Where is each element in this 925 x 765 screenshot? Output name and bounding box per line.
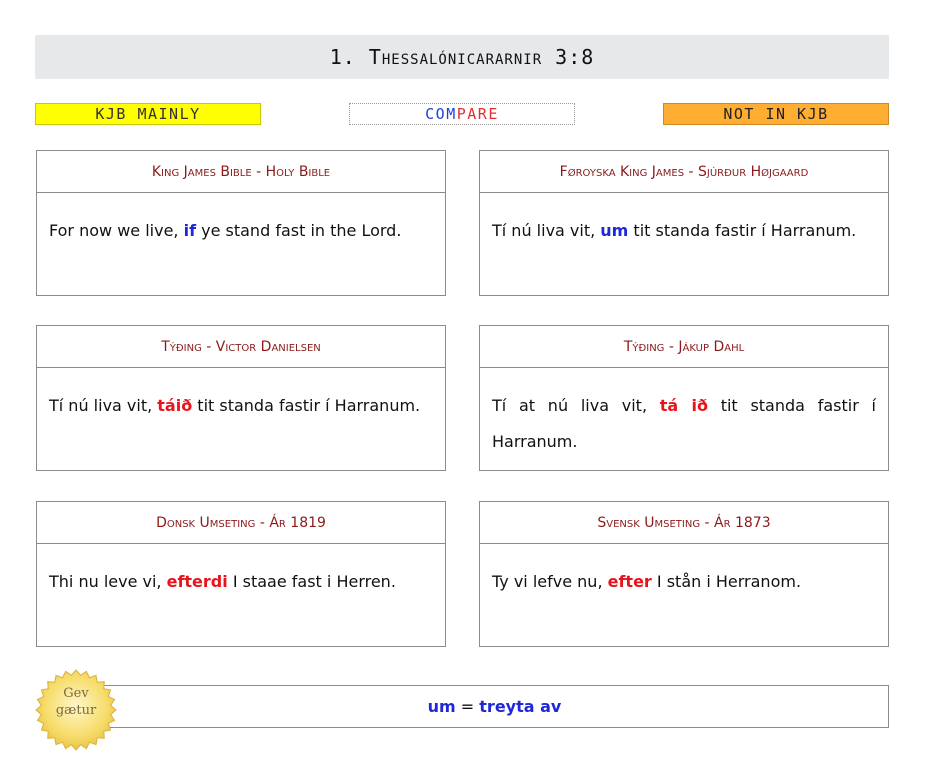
- verse-text: tit standa fastir í Harranum.: [628, 221, 857, 240]
- card-verse: [37, 368, 445, 424]
- verse-text: Tí nú liva vit,: [49, 396, 158, 415]
- verse-highlight: if: [183, 221, 197, 240]
- verse-text: Thi nu leve vi,: [49, 572, 167, 591]
- translation-card-foroyska-kjb: [479, 150, 889, 296]
- verse-text: ye stand fast in the Lord.: [196, 221, 402, 240]
- verse-highlight: efterdi: [166, 572, 228, 591]
- card-heading: Týðing - Victor Danielsen: [37, 326, 445, 368]
- verse-text: tit standa fastir í Harranum.: [492, 396, 876, 451]
- seal-text: [34, 685, 118, 719]
- legend-kjb-mainly: KJB MAINLY: [35, 103, 261, 125]
- card-verse: [37, 193, 445, 249]
- verse-highlight: tá ið: [659, 396, 708, 415]
- verse-text: Ty vi lefve nu,: [492, 572, 608, 591]
- translation-card-danielsen: [36, 325, 446, 471]
- legend-compare: [349, 103, 575, 125]
- verse-text: Tí nú liva vit,: [492, 221, 601, 240]
- card-heading: Donsk Umseting - Ár 1819: [37, 502, 445, 544]
- translation-card-dahl: [479, 325, 889, 471]
- gloss-box: [100, 685, 889, 728]
- verse-highlight: um: [600, 221, 629, 240]
- verse-highlight: efter: [607, 572, 652, 591]
- seal-line-1: Gev: [63, 686, 89, 701]
- legend-compare-red: PARE: [456, 105, 499, 123]
- gloss-meaning: treyta av: [479, 697, 562, 716]
- card-verse: [480, 544, 888, 600]
- card-verse: [480, 368, 888, 460]
- card-heading: Týðing - Jákup Dahl: [480, 326, 888, 368]
- card-heading: Svensk Umseting - Ár 1873: [480, 502, 888, 544]
- legend-compare-blue: COM: [425, 105, 457, 123]
- card-verse: [480, 193, 888, 249]
- verse-highlight: táið: [157, 396, 193, 415]
- verse-text: tit standa fastir í Harranum.: [192, 396, 421, 415]
- verse-text: For now we live,: [49, 221, 184, 240]
- verse-text: Tí at nú liva vit,: [492, 396, 660, 415]
- card-verse: [37, 544, 445, 600]
- gloss-word: um: [427, 697, 456, 716]
- translation-card-donsk: [36, 501, 446, 647]
- translation-card-kjb: [36, 150, 446, 296]
- seal-line-2: gætur: [55, 703, 97, 718]
- verse-text: I stån i Herranom.: [651, 572, 802, 591]
- gloss-equals: =: [455, 697, 480, 716]
- verse-text: I staae fast i Herren.: [227, 572, 396, 591]
- translation-card-svensk: [479, 501, 889, 647]
- legend-not-in-kjb: NOT IN KJB: [663, 103, 889, 125]
- card-heading: Føroyska King James - Sjúrður Højgaard: [480, 151, 888, 193]
- page-title: 1. Thessalónicararnir 3:8: [35, 35, 889, 79]
- card-heading: King James Bible - Holy Bible: [37, 151, 445, 193]
